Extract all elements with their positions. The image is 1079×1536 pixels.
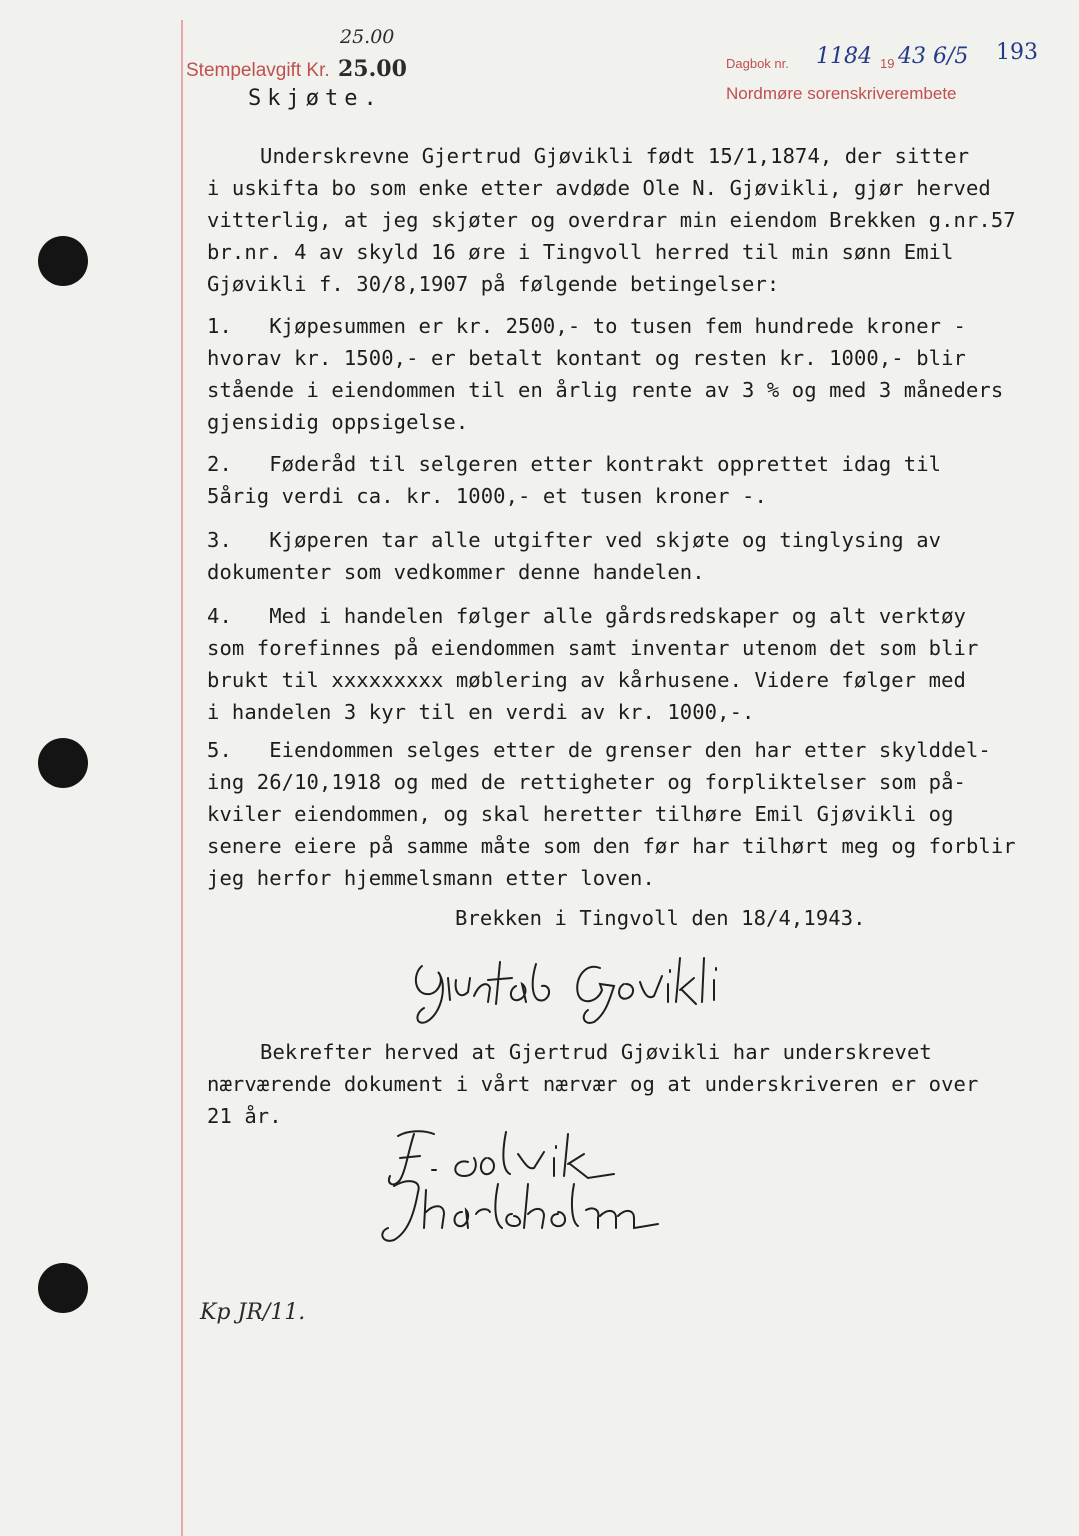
document-title: Skjøte. [248,86,383,111]
clause-1: 1. Kjøpesummen er kr. 2500,- to tusen fem hundrede kroner - [207,314,966,338]
diary-year-date: 43 6/5 [898,44,969,69]
body-line: som forefinnes på eiendommen samt inventar utenom det som blir [207,636,979,660]
margin-note: Kp JR/11. [200,1300,306,1325]
body-line: 5årig verdi ca. kr. 1000,- et tusen kroner -. [207,484,767,508]
body-line: i handelen 3 kyr til en verdi av kr. 1000,-. [207,700,755,724]
body-line: hvorav kr. 1500,- er betalt kontant og resten kr. 1000,- blir [207,346,966,370]
body-line: i uskifta bo som enke etter avdøde Ole N. Gjøvikli, gjør herved [207,176,991,200]
punch-hole [38,738,88,788]
stamp-duty-amount-handwritten: 25.00 [340,26,395,48]
body-line: senere eiere på samme måte som den før har tilhørt meg og forblir [207,834,1016,858]
punch-hole [38,1263,88,1313]
body-line: vitterlig, at jeg skjøter og overdrar min eiendom Brekken g.nr.57 [207,208,1016,232]
body-line: dokumenter som vedkommer denne handelen. [207,560,705,584]
body-line: stående i eiendommen til en årlig rente av 3 % og med 3 måneders [207,378,1004,402]
punch-hole [38,236,88,286]
body-line: Gjøvikli f. 30/8,1907 på følgende betingelser: [207,272,780,296]
folio-number: 193 [996,40,1038,65]
margin-rule [181,20,183,1536]
body-line: jeg herfor hjemmelsmann etter loven. [207,866,655,890]
body-line: gjensidig oppsigelse. [207,410,469,434]
body-line: Underskrevne Gjertrud Gjøvikli født 15/1,1874, der sitter [260,144,970,168]
office-stamp: Nordmøre sorenskriverembete [726,84,957,103]
signature-gjertrud [404,944,824,1028]
body-line: br.nr. 4 av skyld 16 øre i Tingvoll herred til min sønn Emil [207,240,954,264]
clause-3: 3. Kjøperen tar alle utgifter ved skjøte og tinglysing av [207,528,942,552]
stamp-duty-amount-written: 25.00 [338,56,407,82]
diary-year-prefix: 19 [880,56,895,71]
clause-2: 2. Føderåd til selgeren etter kontrakt opprettet idag til [207,452,942,476]
stamp-duty-label: Stempelavgift Kr. [186,60,330,81]
body-line: brukt til xxxxxxxxx møblering av kårhusene. Videre følger med [207,668,966,692]
attestation-line: nærværende dokument i vårt nærvær og at underskriveren er over [207,1072,979,1096]
place-date: Brekken i Tingvoll den 18/4,1943. [455,906,866,930]
attestation-line: 21 år. [207,1104,282,1128]
diary-label: Dagbok nr. [726,56,789,71]
witness-signature-karlsholm [368,1170,688,1246]
attestation-line: Bekrefter herved at Gjertrud Gjøvikli har underskrevet [260,1040,932,1064]
clause-5: 5. Eiendommen selges etter de grenser den har etter skylddel- [207,738,991,762]
body-line: ing 26/10,1918 og med de rettigheter og forpliktelser som på- [207,770,966,794]
body-line: kviler eiendommen, og skal heretter tilhøre Emil Gjøvikli og [207,802,954,826]
diary-number: 1184 [816,44,872,69]
clause-4: 4. Med i handelen følger alle gårdsredskaper og alt verktøy [207,604,966,628]
